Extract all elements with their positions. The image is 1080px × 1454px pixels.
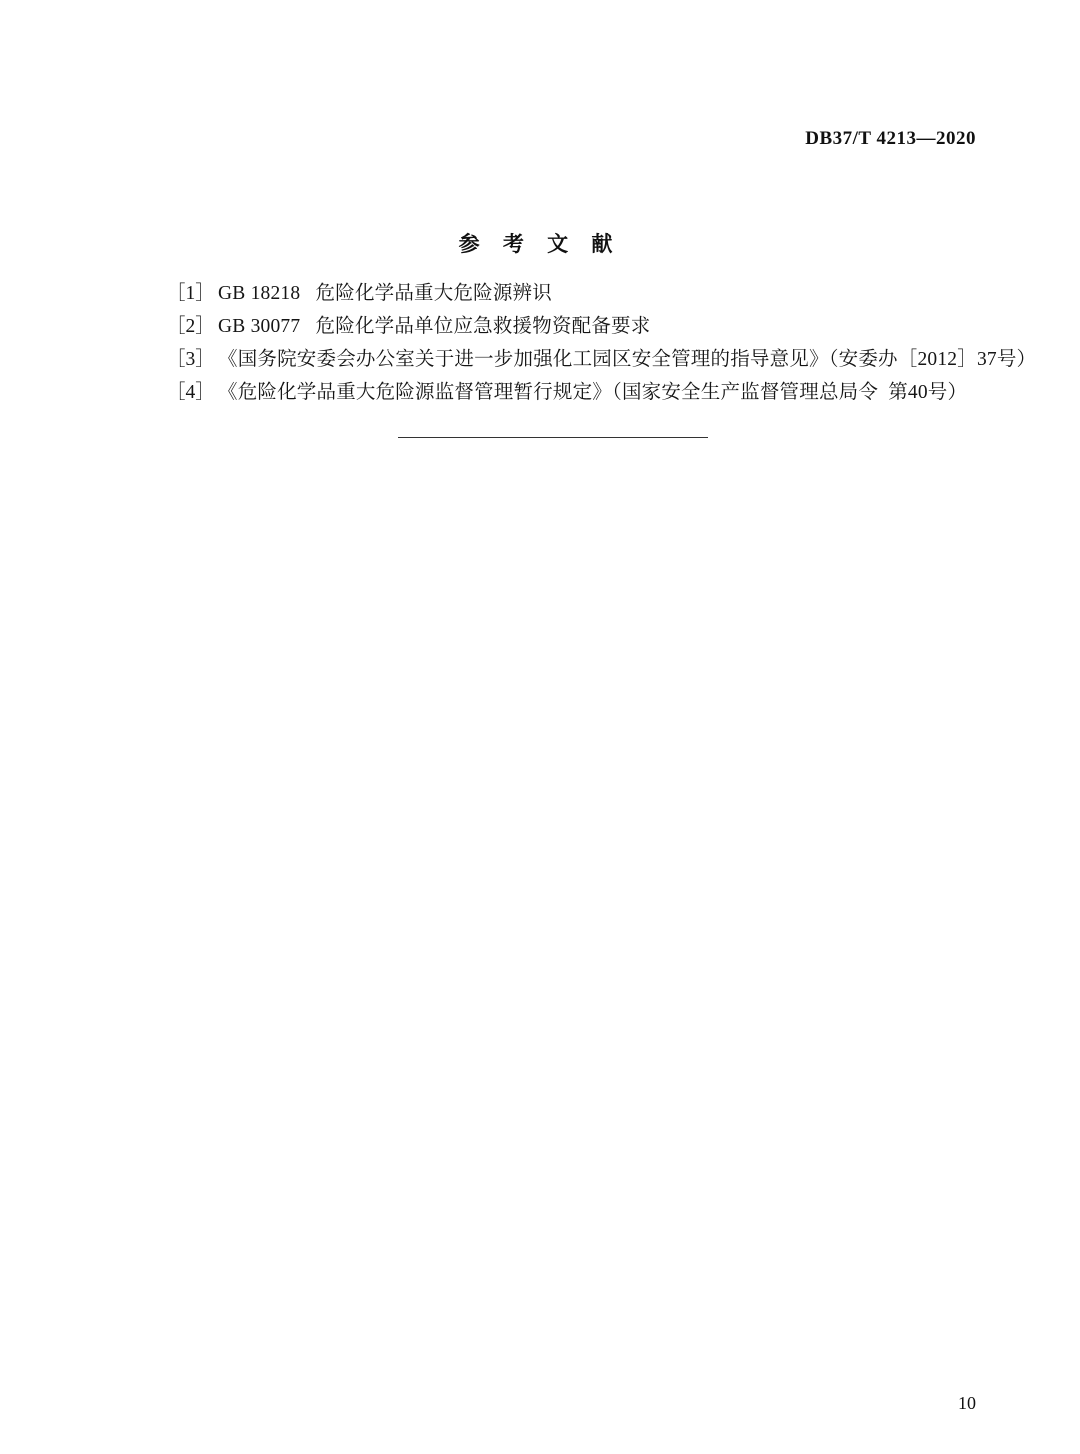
horizontal-divider: [398, 437, 708, 438]
reference-text: 《国务院安委会办公室关于进一步加强化工园区安全管理的指导意见》（安委办［2012］37号）: [218, 349, 1037, 370]
reference-list: [166, 278, 1037, 410]
list-item: [166, 344, 1037, 375]
reference-text: 《危险化学品重大危险源监督管理暂行规定》（国家安全生产监督管理总局令 第40号）: [218, 382, 968, 403]
reference-marker: ［3］: [166, 349, 215, 370]
list-item: [166, 278, 1026, 309]
reference-marker: ［1］: [166, 283, 215, 304]
reference-marker: ［2］: [166, 316, 215, 337]
page-number: 10: [958, 1393, 976, 1413]
page-header-standard-code: DB37/T 4213—2020: [805, 128, 976, 149]
reference-text: GB 30077 危险化学品单位应急救援物资配备要求: [218, 316, 651, 337]
list-item: [166, 377, 1026, 408]
list-item: [166, 311, 1026, 342]
page-title: 参 考 文 献: [458, 232, 622, 256]
reference-marker: ［4］: [166, 382, 215, 403]
reference-text: GB 18218 危险化学品重大危险源辨识: [218, 283, 552, 304]
